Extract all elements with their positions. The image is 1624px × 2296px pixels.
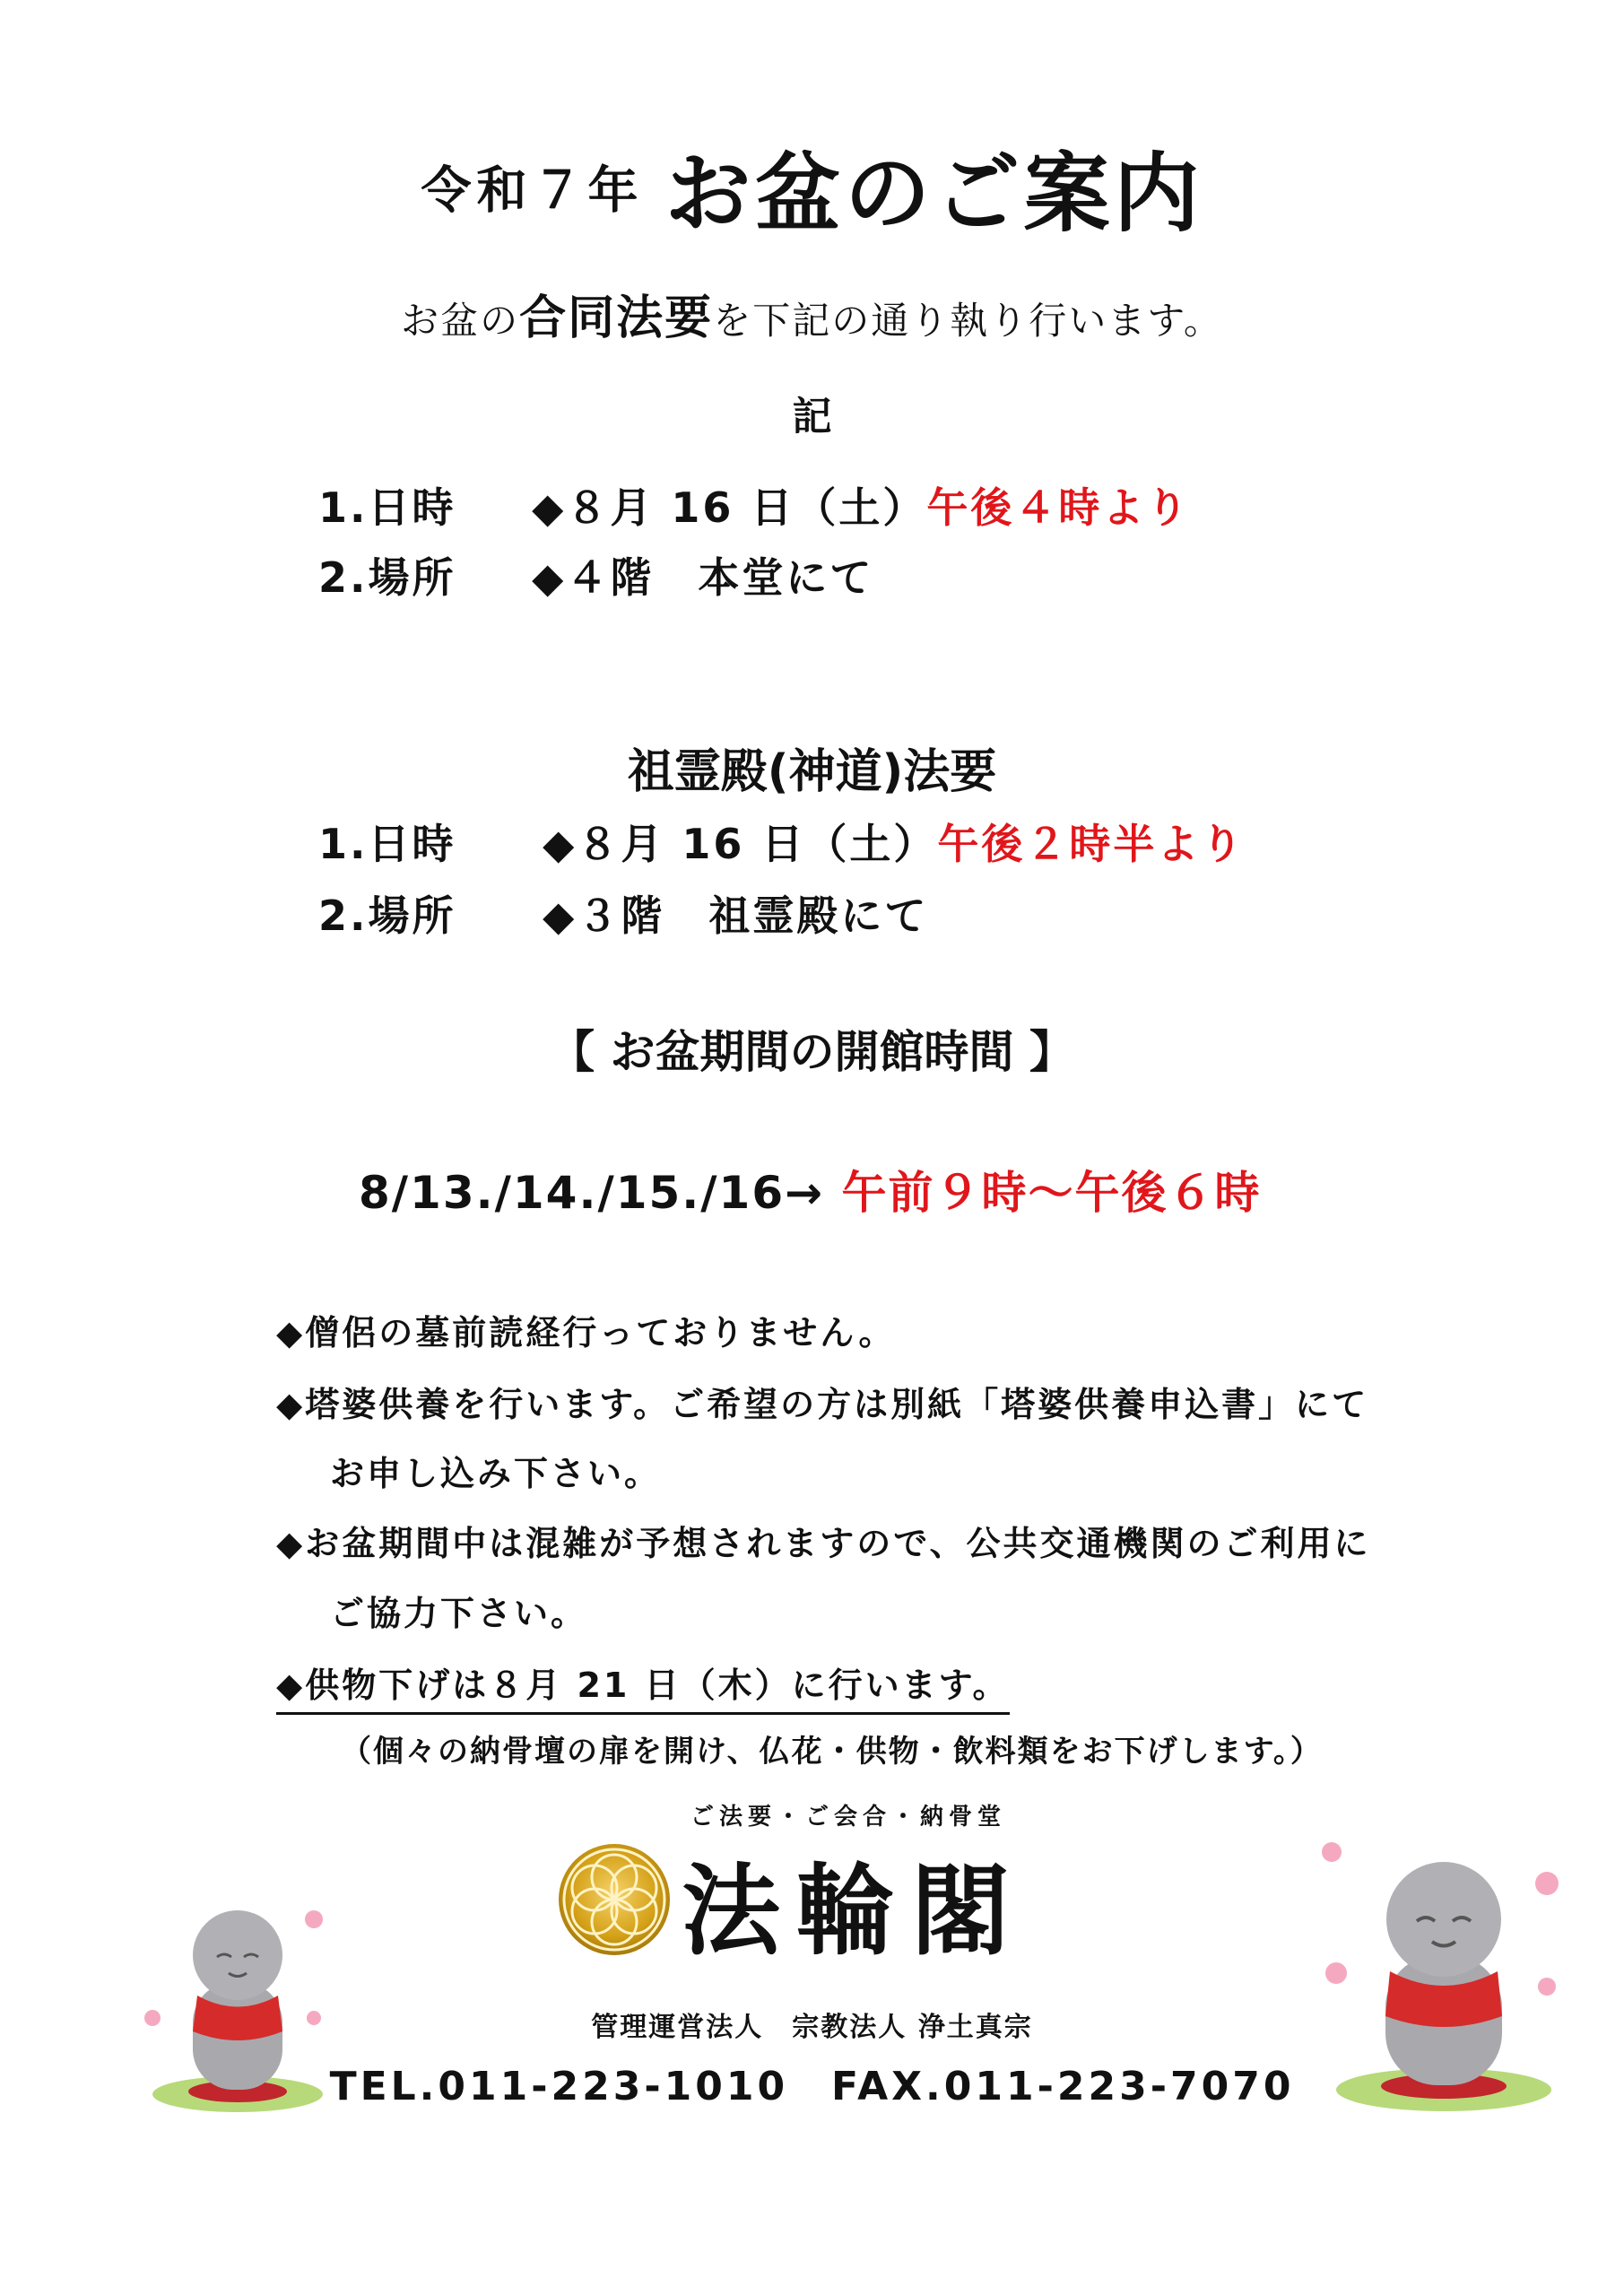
hours-title: 【 お盆期間の開館時間 】 bbox=[550, 1026, 1074, 1078]
contact-info: TEL.011-223-1010 FAX.011-223-7070 bbox=[329, 2064, 1295, 2109]
hours-dates: 8/13./14./15./16→ bbox=[359, 1167, 842, 1219]
gold-flower-emblem-icon bbox=[556, 1841, 673, 1958]
note-item-underlined: ◆供物下げは８月 21 日（木）に行います。 bbox=[276, 1657, 1010, 1715]
row-value: ◆８月 16 日（土） bbox=[532, 483, 927, 532]
note-item-continuation: お申し込み下さい。 bbox=[330, 1454, 662, 1493]
hours-time: 午前９時～午後６時 bbox=[841, 1167, 1262, 1219]
section2-datetime-row bbox=[318, 812, 1245, 871]
row-label: 2.場所 bbox=[318, 891, 456, 940]
note-item: ◆塔婆供養を行います。ご希望の方は別紙「塔婆供養申込書」にて bbox=[276, 1385, 1369, 1424]
row-highlight: 午後４時より bbox=[926, 483, 1191, 532]
intro-text bbox=[0, 280, 1624, 347]
title-prefix: 令和７年 bbox=[421, 161, 644, 221]
logo bbox=[556, 1798, 1058, 1969]
page-title bbox=[0, 126, 1624, 248]
hours-line bbox=[359, 1157, 1261, 1222]
section2-place-row bbox=[318, 883, 928, 943]
operator-text: 管理運営法人 宗教法人 浄土真宗 bbox=[591, 2012, 1033, 2043]
intro-after: を下記の通り執り行います。 bbox=[713, 299, 1223, 343]
row-label: 1.日時 bbox=[318, 483, 456, 532]
jizo-statue-icon bbox=[1309, 1830, 1578, 2117]
intro-highlight: 合同法要 bbox=[519, 291, 714, 345]
ki-heading: 記 bbox=[792, 394, 832, 439]
row-value: ◆８月 16 日（土） bbox=[543, 820, 938, 868]
logo-subtitle: ご法要・ご会合・納骨堂 bbox=[690, 1804, 1007, 1831]
title-main: お盆のご案内 bbox=[664, 144, 1203, 244]
section2-title: 祖霊殿(神道)法要 bbox=[627, 745, 997, 799]
section1-place-row bbox=[318, 545, 873, 604]
row-label: 1.日時 bbox=[318, 820, 456, 868]
note-item: ◆僧侶の墓前読経行っておりません。 bbox=[276, 1313, 896, 1352]
section1-datetime-row bbox=[318, 475, 1190, 535]
note-subtext: （個々の納骨壇の扉を開け、仏花・供物・飲料類をお下げします。） bbox=[341, 1734, 1323, 1770]
row-label: 2.場所 bbox=[318, 553, 456, 602]
logo-name: 法輪閣 bbox=[682, 1853, 1026, 1969]
intro-before: お盆の bbox=[401, 299, 520, 343]
row-value: ◆３階 祖霊殿にて bbox=[543, 891, 929, 940]
row-highlight: 午後２時半より bbox=[937, 820, 1246, 868]
note-item-continuation: ご協力下さい。 bbox=[330, 1594, 588, 1633]
note-item: ◆お盆期間中は混雑が予想されますので、公共交通機関のご利用に bbox=[276, 1524, 1371, 1563]
row-value: ◆４階 本堂にて bbox=[532, 553, 874, 602]
jizo-statue-icon bbox=[135, 1883, 341, 2117]
